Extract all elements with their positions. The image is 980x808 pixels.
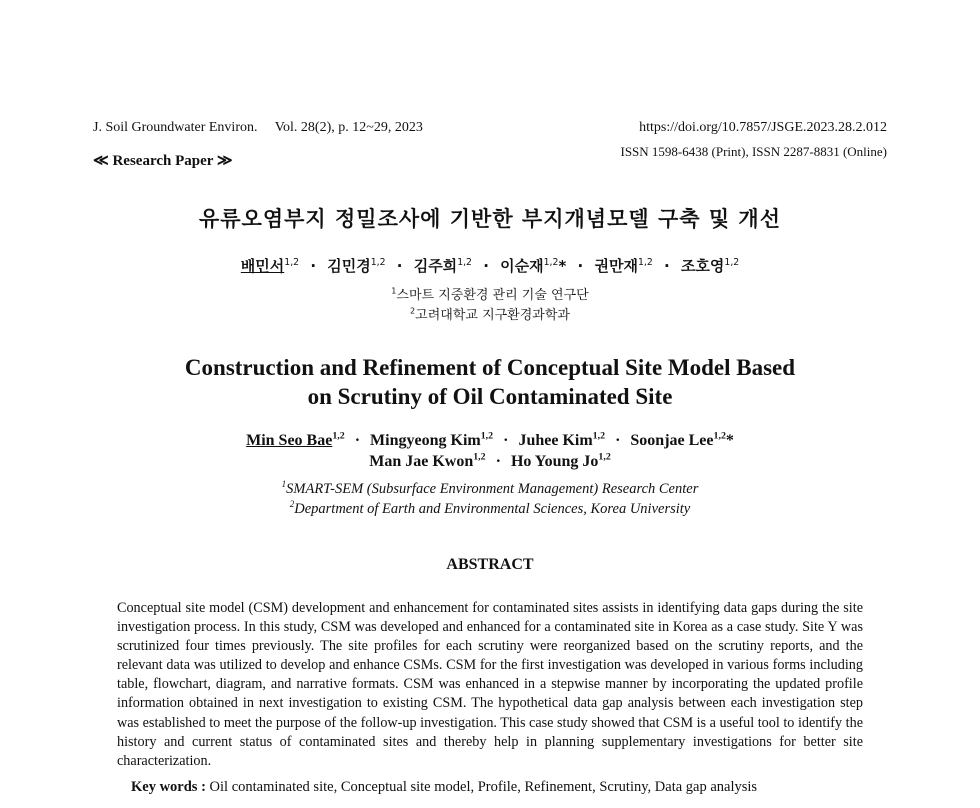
- author-separator: ·: [396, 257, 403, 275]
- english-author-5: Man Jae Kwon$^{1,2}$: [369, 451, 486, 470]
- journal-name: J. Soil Groundwater Environ.: [93, 120, 258, 135]
- korean-title: 유류오염부지 정밀조사에 기반한 부지개념모델 구축 및 개선: [198, 207, 781, 231]
- journal-citation: [93, 120, 423, 136]
- keywords-text: Oil contaminated site, Conceptual site model, Profile, Refinement, Scrutiny, Data gap analysis: [209, 779, 758, 795]
- author-separator: ·: [310, 257, 317, 275]
- english-author-3: Juhee Kim$^{1,2}$: [518, 430, 606, 449]
- korean-author-1: 배민서$^{1,2}$: [240, 257, 300, 275]
- korean-affiliation-2: $^2$고려대학교 지구환경과학과: [410, 306, 570, 323]
- author-separator: ·: [354, 432, 361, 449]
- english-author-4: Soonjae Lee$^{1,2}$*: [630, 430, 734, 449]
- author-separator: ·: [577, 257, 584, 275]
- english-affiliation-2: $^2$Department of Earth and Environmental Sciences, Korea University: [289, 499, 691, 517]
- abstract-body: Conceptual site model (CSM) development and enhancement for contaminated sites assists in identifying data gaps during the site investigation process. In this study, CSM was developed and enhanced for a contaminated site in Korea as a case study. Site Y was scrutinized four times previously. The site profiles for each scrutiny were reorganized based on the scrutiny reports, and the relevant data was utilized to develop and enhance CSMs. CSM for the first investigation was developed in various forms including table, flowchart, diagram, and narrative formats. CSM was enhanced in a stepwise manner by incorporating the updated profile information obtained in next investigation to existing CSM. The hypothetical data gap analysis between each investigation step was established to meet the purpose of the follow-up investigation. This case study showed that CSM is a useful tool to identify the history and current status of contaminated sites and thereby help in planning supplementary investigations for better site characterization.: [117, 600, 863, 769]
- english-author-list-line-2: [0, 453, 980, 471]
- keywords-label: Key words :: [131, 779, 206, 795]
- korean-author-5: 권만재$^{1,2}$: [594, 257, 653, 275]
- author-separator: ·: [495, 453, 501, 470]
- korean-author-6: 조호영$^{1,2}$: [680, 257, 740, 275]
- korean-author-3: 김주희$^{1,2}$: [413, 257, 472, 275]
- keywords-line: [131, 779, 757, 796]
- abstract-heading: ABSTRACT: [446, 556, 534, 573]
- author-separator: ·: [503, 432, 509, 449]
- korean-author-2: 김민경$^{1,2}$: [327, 257, 386, 275]
- issn-text: ISSN 1598-6438 (Print), ISSN 2287-8831 (Online): [620, 144, 887, 159]
- english-author-1: Min Seo Bae$^{1,2}$: [246, 430, 345, 449]
- journal-volume: Vol. 28(2), p. 12~29, 2023: [274, 120, 423, 135]
- paper-type-label: ≪ Research Paper ≫: [93, 153, 233, 169]
- corresponding-mark: *: [558, 257, 567, 275]
- doi-link[interactable]: https://doi.org/10.7857/JSGE.2023.28.2.012: [639, 120, 887, 135]
- author-separator: ·: [615, 432, 621, 449]
- english-affiliation-1: $^1$SMART-SEM (Subsurface Environment Management) Research Center: [281, 479, 699, 497]
- korean-affiliation-1: $^1$스마트 지중환경 관리 기술 연구단: [391, 286, 589, 303]
- english-author-2: Mingyeong Kim$^{1,2}$: [370, 430, 494, 449]
- english-author-list-line-1: [0, 432, 980, 450]
- english-title-line-1: Construction and Refinement of Conceptual Site Model Based: [184, 355, 796, 380]
- author-separator: ·: [663, 257, 670, 275]
- korean-author-list: [0, 255, 980, 276]
- korean-author-4: 이순재$^{1,2}$*: [500, 257, 567, 275]
- author-separator: ·: [483, 257, 489, 275]
- corresponding-mark: *: [725, 432, 734, 449]
- english-author-6: Ho Young Jo$^{1,2}$: [510, 451, 611, 470]
- english-title-line-2: on Scrutiny of Oil Contaminated Site: [307, 384, 673, 409]
